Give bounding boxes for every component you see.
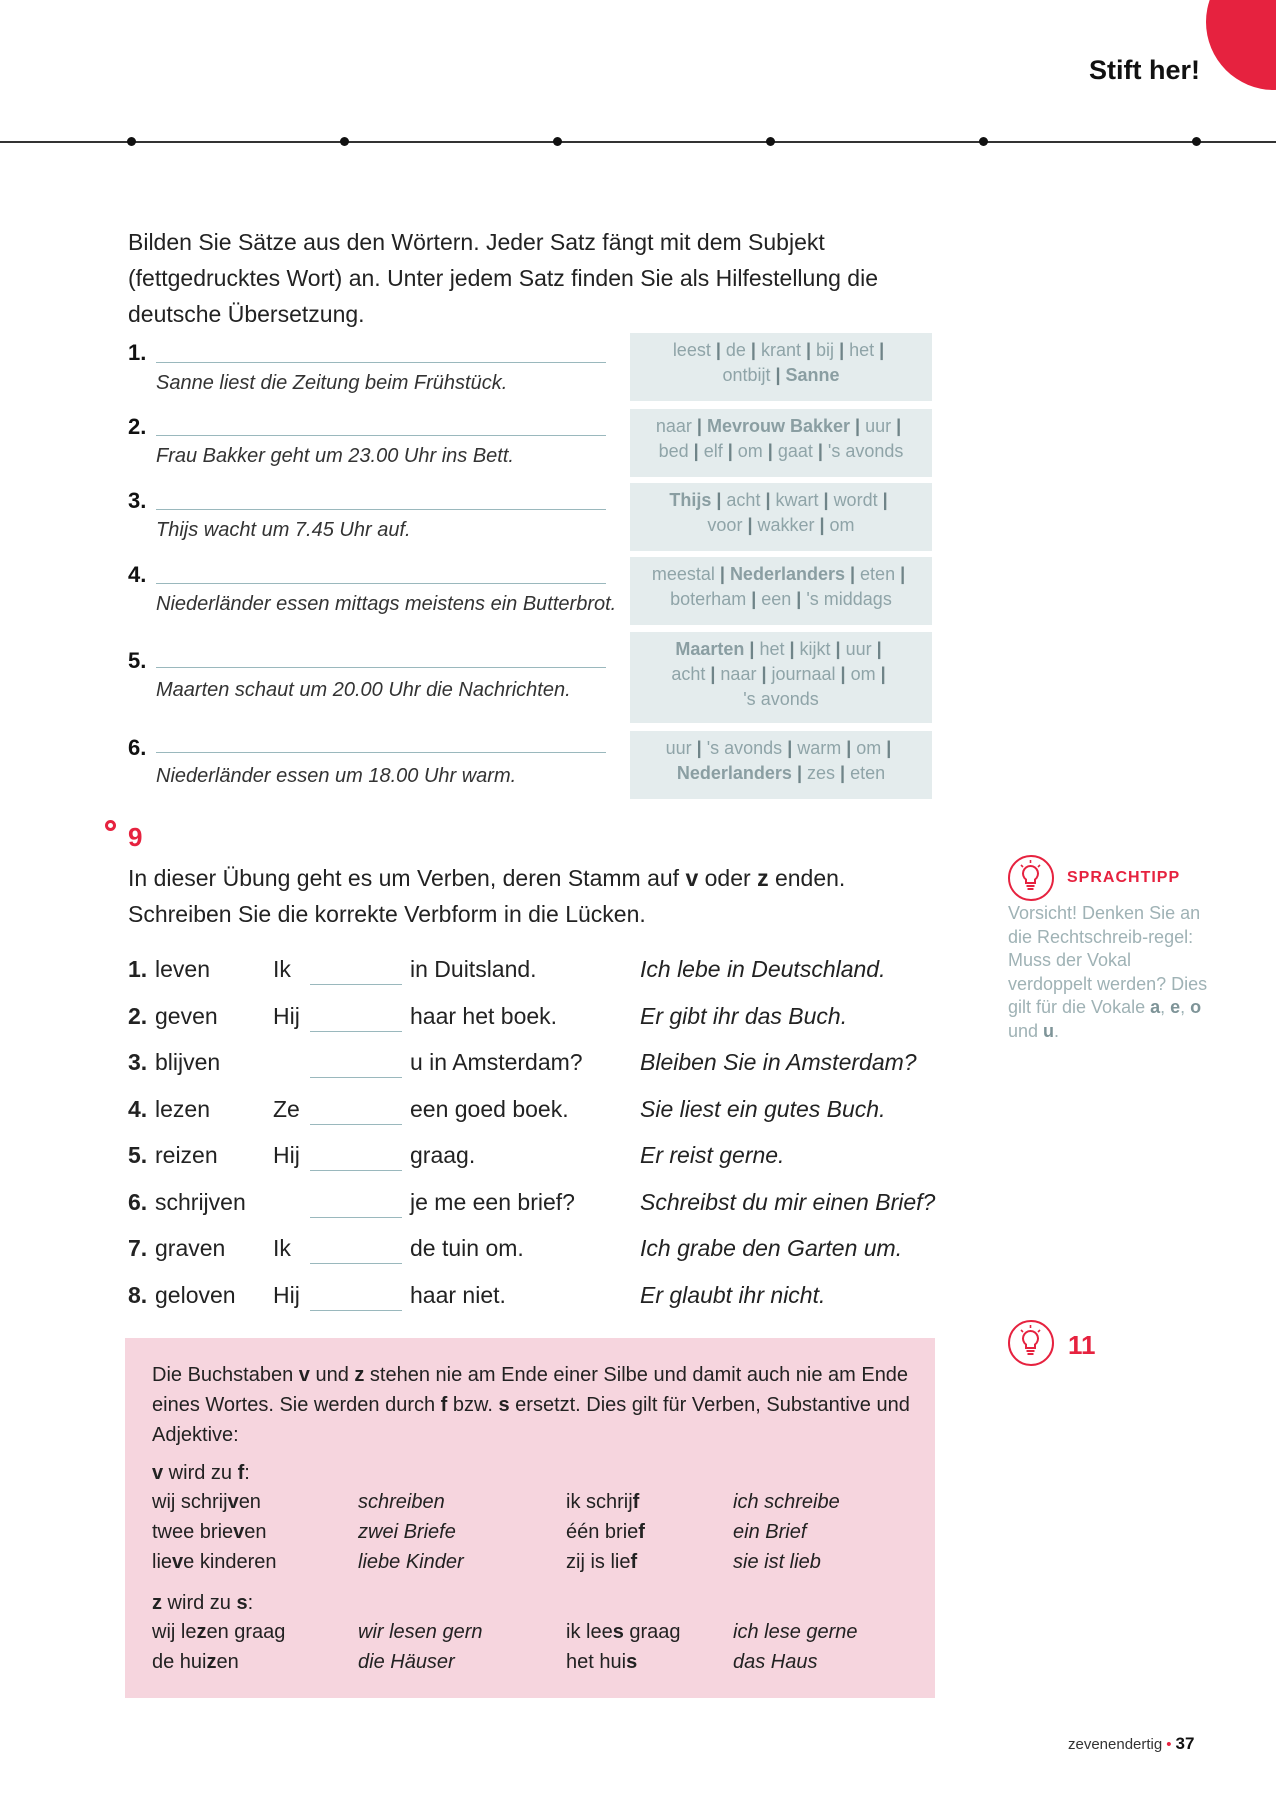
word: meestal	[651, 564, 715, 584]
word: eten	[850, 763, 886, 783]
answer-line	[156, 667, 606, 668]
verb-translation: Ich lebe in Deutschland.	[640, 956, 886, 982]
word-subject: Mevrouw Bakker	[706, 416, 851, 436]
word-bank	[630, 483, 932, 551]
spelling-rule-box	[125, 1338, 935, 1698]
word: naar	[720, 664, 757, 684]
rule-dot	[979, 137, 988, 146]
word-separator: |	[696, 416, 702, 436]
dutch-example	[152, 1651, 239, 1674]
text: één brie	[566, 1521, 639, 1543]
text: zij is lie	[566, 1551, 631, 1573]
sentence-rest: in Duitsland.	[410, 956, 537, 982]
word-separator: |	[761, 664, 767, 684]
word: kijkt	[799, 639, 831, 659]
verb-row-number: 4.	[128, 1095, 148, 1122]
translation-hint: Frau Bakker geht um 23.00 Uhr ins Bett.	[156, 445, 514, 467]
verb-row	[128, 956, 948, 990]
verb-row	[128, 1235, 948, 1269]
verb-row-number: 6.	[128, 1188, 148, 1215]
verb-row	[128, 1142, 948, 1176]
german-example: die Häuser	[358, 1651, 455, 1673]
word-separator: |	[896, 416, 902, 436]
word: om	[856, 738, 882, 758]
german-example: zwei Briefe	[358, 1521, 456, 1543]
word-bank	[630, 557, 932, 625]
word: uur	[665, 738, 692, 758]
translation-hint: Sanne liest die Zeitung beim Frühstück.	[156, 372, 508, 394]
word: 's avonds	[827, 441, 904, 461]
word-separator: |	[787, 738, 793, 758]
dutch-example	[566, 1491, 639, 1514]
sentence-rest: haar het boek.	[410, 1002, 558, 1029]
word-separator: |	[751, 589, 757, 609]
highlight-letter: v	[233, 1521, 245, 1543]
word: kwart	[775, 490, 819, 510]
german-example: das Haus	[733, 1651, 818, 1673]
rule-z-heading: z wird zu s:	[152, 1592, 254, 1614]
word-subject: Sanne	[785, 365, 840, 385]
word-bank-line	[634, 439, 928, 464]
verb-subject: Ze	[273, 1095, 300, 1122]
german-example: ich schreibe	[733, 1491, 840, 1513]
word: een	[761, 589, 792, 609]
word-separator: |	[846, 738, 852, 758]
verb-gap-line	[310, 1170, 402, 1171]
german-example: sie ist lieb	[733, 1551, 821, 1573]
highlight-letter: z	[196, 1621, 207, 1643]
word-separator: |	[715, 340, 721, 360]
dutch-example	[566, 1521, 645, 1544]
exercise-item-number: 2.	[128, 414, 147, 439]
answer-line	[156, 509, 606, 510]
verb-gap-line	[310, 1124, 402, 1125]
verb-row	[128, 1282, 948, 1316]
text: twee brie	[152, 1521, 234, 1543]
verb-infinitive: reizen	[155, 1142, 218, 1168]
dutch-example	[152, 1521, 267, 1544]
text: graag	[623, 1621, 681, 1643]
sprachtipp-title: SPRACHTIPP	[1067, 869, 1181, 886]
word: ontbijt	[722, 365, 771, 385]
text: en	[216, 1651, 239, 1673]
german-example: ich lese gerne	[733, 1621, 858, 1643]
german-example: liebe Kinder	[358, 1551, 464, 1573]
verb-infinitive: leven	[155, 956, 210, 982]
highlight-letter: s	[612, 1621, 624, 1643]
rule-dot	[340, 137, 349, 146]
dutch-example	[566, 1551, 637, 1574]
highlight-letter: z	[206, 1651, 217, 1673]
translation-hint: Thijs wacht um 7.45 Uhr auf.	[156, 519, 411, 541]
word-bank-line	[634, 488, 928, 513]
verb-gap-line	[310, 1217, 402, 1218]
word-bank-line	[634, 363, 928, 388]
highlight-letter: v	[227, 1491, 239, 1513]
word-separator: |	[840, 664, 846, 684]
word: 's avonds	[743, 689, 819, 709]
highlight-letter: f	[630, 1551, 638, 1573]
verb-subject: Ik	[273, 956, 291, 982]
word: uur	[865, 416, 892, 436]
exercise-item-number: 6.	[128, 735, 147, 760]
translation-hint: Maarten schaut um 20.00 Uhr die Nachrichten.	[156, 679, 571, 701]
verb-infinitive: geloven	[155, 1281, 236, 1308]
verb-row-number: 7.	[128, 1235, 148, 1261]
page-header-title: Stift her!	[1089, 55, 1200, 85]
answer-line	[156, 362, 606, 363]
exercise-9-instructions: In dieser Übung geht es um Verben, deren Stamm auf v oder z enden. Schreiben Sie die korrekte Verbform in die Lücken.	[128, 865, 846, 927]
word: uur	[845, 639, 872, 659]
word-separator: |	[840, 763, 846, 783]
word-separator: |	[710, 664, 716, 684]
word: krant	[760, 340, 801, 360]
exercise-8-instructions: Bilden Sie Sätze aus den Wörtern. Jeder Satz fängt mit dem Subjekt (fettgedrucktes Wort) an. Unter jedem Satz finden Sie als Hilfestellung die deutsche Übersetzung.	[128, 229, 878, 327]
word-separator: |	[716, 490, 722, 510]
text: en graag	[206, 1621, 286, 1643]
dutch-example	[566, 1621, 681, 1644]
word-separator: |	[900, 564, 906, 584]
verb-row	[128, 1049, 948, 1083]
word: eten	[860, 564, 896, 584]
word-separator: |	[750, 340, 756, 360]
word: acht	[726, 490, 761, 510]
exercise-item-number: 4.	[128, 562, 147, 587]
word-subject: Nederlanders	[676, 763, 792, 783]
word-separator: |	[727, 441, 733, 461]
verb-translation: Sie liest ein gutes Buch.	[640, 1095, 886, 1122]
verb-row-number: 5.	[128, 1142, 148, 1168]
verb-gap-line	[310, 984, 402, 985]
sentence-rest: haar niet.	[410, 1281, 506, 1308]
exercise-9-number: 9	[128, 822, 143, 852]
word-separator: |	[767, 441, 773, 461]
word: wakker	[757, 515, 815, 535]
page-footer: zevenendertig • 37	[1068, 1734, 1195, 1753]
verb-infinitive: lezen	[155, 1095, 210, 1122]
word-separator: |	[749, 639, 755, 659]
word-bank	[630, 731, 932, 799]
answer-line	[156, 583, 606, 584]
verb-row-number: 3.	[128, 1049, 148, 1075]
verb-row	[128, 1096, 948, 1130]
header-rule	[0, 141, 1276, 143]
exercise-item-number: 1.	[128, 340, 147, 365]
dutch-example	[152, 1551, 277, 1574]
word: gaat	[777, 441, 813, 461]
word-bank-line	[634, 513, 928, 538]
text: en	[244, 1521, 267, 1543]
verb-translation: Er reist gerne.	[640, 1142, 785, 1168]
highlight-letter: v	[172, 1551, 184, 1573]
word-separator: |	[876, 639, 882, 659]
dutch-example	[152, 1491, 261, 1514]
word: om	[850, 664, 876, 684]
text: en	[238, 1491, 261, 1513]
text: het hui	[566, 1651, 627, 1673]
dutch-example	[566, 1651, 637, 1674]
verb-gap-line	[310, 1031, 402, 1032]
verb-row-number: 1.	[128, 956, 148, 982]
verb-translation: Schreibst du mir einen Brief?	[640, 1188, 936, 1215]
word: zes	[807, 763, 836, 783]
verb-subject: Hij	[273, 1002, 300, 1029]
sprachtipp-text: Vorsicht! Denken Sie an die Rechtschreib-regel: Muss der Vokal verdoppelt werden? Dies gilt für die Vokale a, e, o und u.	[1008, 903, 1208, 1041]
word-bank-line	[634, 414, 928, 439]
verb-translation: Er glaubt ihr nicht.	[640, 1281, 826, 1308]
verb-row	[128, 1189, 948, 1223]
verb-subject: Hij	[273, 1281, 300, 1308]
word: om	[737, 441, 763, 461]
verb-translation: Ich grabe den Garten um.	[640, 1235, 903, 1261]
word-separator: |	[835, 639, 841, 659]
sentence-rest: de tuin om.	[410, 1235, 524, 1261]
highlight-letter: f	[638, 1521, 645, 1543]
verb-translation: Er gibt ihr das Buch.	[640, 1002, 848, 1029]
word-bank-line	[634, 687, 928, 712]
verb-infinitive: blijven	[155, 1049, 221, 1075]
rule-intro: Die Buchstaben v und z stehen nie am Ende einer Silbe und damit auch nie am Ende eines Wortes. Sie werden durch f bzw. s ersetzt. Dies gilt für Verben, Substantive und Adjektive:	[152, 1364, 910, 1446]
text: lie	[152, 1551, 173, 1573]
text: ik lee	[566, 1621, 613, 1643]
verb-row-number: 8.	[128, 1281, 148, 1308]
sentence-rest: een goed boek.	[410, 1095, 569, 1122]
rule-v-heading: v wird zu f:	[152, 1462, 250, 1484]
word: bij	[816, 340, 835, 360]
word: voor	[707, 515, 743, 535]
german-example: schreiben	[358, 1491, 445, 1513]
word-bank-line	[634, 662, 928, 687]
rule-dot	[1192, 137, 1201, 146]
word-separator: |	[719, 564, 725, 584]
word-separator: |	[819, 515, 825, 535]
german-example: wir lesen gern	[358, 1621, 483, 1643]
verb-gap-line	[310, 1077, 402, 1078]
rule-dot	[553, 137, 562, 146]
word-separator: |	[806, 340, 812, 360]
word-bank	[630, 409, 932, 477]
sentence-rest: je me een brief?	[410, 1188, 575, 1215]
verb-subject: Ik	[273, 1235, 291, 1261]
word: elf	[703, 441, 723, 461]
corner-decoration	[1206, 0, 1276, 90]
word-bank-line	[634, 761, 928, 786]
word: om	[829, 515, 855, 535]
word-separator: |	[747, 515, 753, 535]
word-bank-line	[634, 338, 928, 363]
word-subject: Thijs	[669, 490, 712, 510]
word: acht	[671, 664, 706, 684]
page-number: 37	[1175, 1734, 1195, 1753]
answer-line	[156, 435, 606, 436]
exercise-marker-icon	[105, 820, 116, 831]
lightbulb-icon	[1008, 1320, 1054, 1366]
text: wij le	[152, 1621, 197, 1643]
word-separator: |	[880, 664, 886, 684]
word: bed	[658, 441, 689, 461]
word: boterham	[670, 589, 747, 609]
word-separator: |	[882, 490, 888, 510]
word-separator: |	[693, 441, 699, 461]
german-example: ein Brief	[733, 1521, 807, 1543]
verb-row	[128, 1003, 948, 1037]
text: de hui	[152, 1651, 207, 1673]
verb-translation: Bleiben Sie in Amsterdam?	[640, 1049, 917, 1075]
tip-11-number: 11	[1068, 1330, 1096, 1360]
word-separator: |	[789, 639, 795, 659]
word-separator: |	[796, 763, 802, 783]
word-separator: |	[879, 340, 885, 360]
verb-infinitive: schrijven	[155, 1188, 246, 1215]
word-bank-line	[634, 637, 928, 662]
word-separator: |	[775, 365, 781, 385]
word: wordt	[833, 490, 878, 510]
text: ik schrij	[566, 1491, 633, 1513]
word-bank-line	[634, 587, 928, 612]
word: het	[759, 639, 785, 659]
verb-gap-line	[310, 1263, 402, 1264]
word: 's middags	[806, 589, 892, 609]
word-separator: |	[839, 340, 845, 360]
word: 's avonds	[706, 738, 783, 758]
word-bank	[630, 632, 932, 723]
word-bank	[630, 333, 932, 401]
word-subject: Maarten	[675, 639, 745, 659]
verb-row-number: 2.	[128, 1002, 148, 1029]
word-separator: |	[855, 416, 861, 436]
word-bank-line	[634, 736, 928, 761]
word-subject: Nederlanders	[729, 564, 845, 584]
verb-infinitive: graven	[155, 1235, 226, 1261]
word: de	[725, 340, 746, 360]
verb-gap-line	[310, 1310, 402, 1311]
verb-subject: Hij	[273, 1142, 300, 1168]
sentence-rest: u in Amsterdam?	[410, 1049, 583, 1075]
word-separator: |	[886, 738, 892, 758]
dutch-example	[152, 1621, 285, 1644]
highlight-letter: s	[626, 1651, 638, 1673]
word: journaal	[771, 664, 836, 684]
word: leest	[672, 340, 711, 360]
lightbulb-icon	[1008, 855, 1054, 901]
word: warm	[797, 738, 842, 758]
rule-dot	[127, 137, 136, 146]
word: het	[849, 340, 875, 360]
translation-hint: Niederländer essen mittags meistens ein Butterbrot.	[156, 593, 617, 615]
word-separator: |	[823, 490, 829, 510]
text: wij schrij	[152, 1491, 228, 1513]
word-separator: |	[765, 490, 771, 510]
word-separator: |	[850, 564, 856, 584]
word-separator: |	[817, 441, 823, 461]
word: naar	[655, 416, 692, 436]
word-bank-line	[634, 562, 928, 587]
text: e kinderen	[183, 1551, 277, 1573]
word-separator: |	[696, 738, 702, 758]
rule-dot	[766, 137, 775, 146]
word-separator: |	[796, 589, 802, 609]
sentence-rest: graag.	[410, 1142, 476, 1168]
exercise-item-number: 5.	[128, 648, 147, 673]
translation-hint: Niederländer essen um 18.00 Uhr warm.	[156, 765, 517, 787]
exercise-item-number: 3.	[128, 488, 147, 513]
highlight-letter: f	[632, 1491, 640, 1513]
answer-line	[156, 752, 606, 753]
verb-infinitive: geven	[155, 1002, 218, 1029]
